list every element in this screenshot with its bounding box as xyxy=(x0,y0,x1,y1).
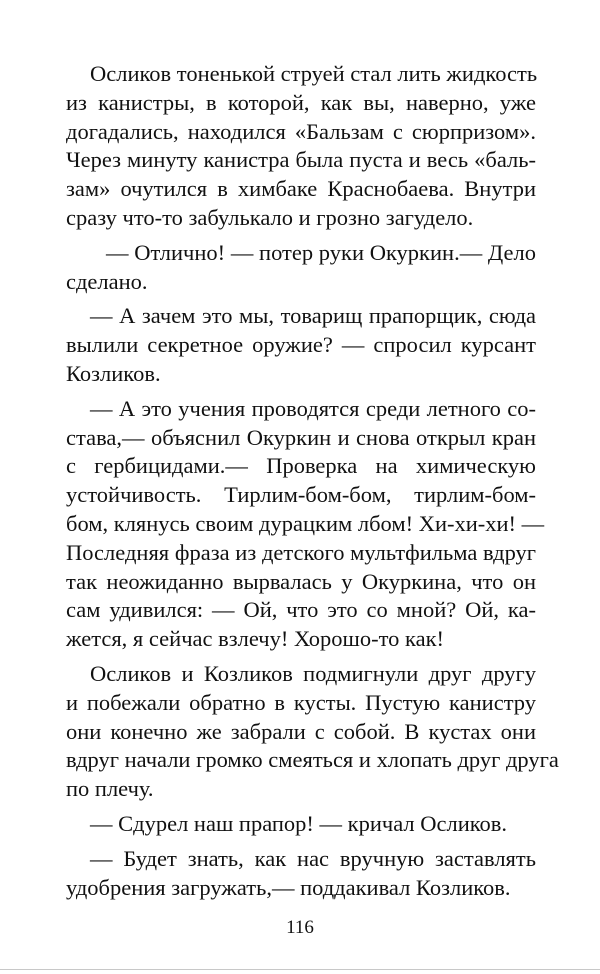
text-line: става,— объяснил Окуркин и снова открыл кран xyxy=(66,424,536,450)
text-line: из канистры, в которой, как вы, наверно, уже xyxy=(66,89,536,115)
text-line: — А зачем это мы, товарищ прапорщик, сюда xyxy=(90,303,536,329)
text-line: Осликов тоненькой струей стал лить жидкость xyxy=(90,61,538,86)
text-line: зам» очутился в химбаке Краснобаева. Внутри xyxy=(66,176,536,202)
text-line: сразу что-то забулькало и грозно загудело. xyxy=(66,204,474,230)
text-line: они конечно же забрали с собой. В кустах они xyxy=(66,718,536,744)
text-line: — Будет знать, как нас вручную заставлять xyxy=(90,845,536,871)
text-line: Осликов и Козликов подмигнули друг другу xyxy=(90,660,536,686)
text-line: бом, клянусь своим дурацким лбом! Хи-хи-хи! — xyxy=(66,510,545,536)
page-bottom-edge xyxy=(0,969,600,970)
text-line: вылили секретное оружие? — спросил курсант xyxy=(66,332,536,358)
text-line: Через минуту канистра была пуста и весь «баль- xyxy=(66,147,536,173)
text-line: Козликов. xyxy=(66,360,161,386)
text-line: вдруг начали громко смеяться и хлопать друг друга xyxy=(66,747,559,773)
text-line: по плечу. xyxy=(66,776,154,802)
text-line: сам удивился: — Ой, что это со мной? Ой, ка- xyxy=(66,597,536,623)
text-line: Последняя фраза из детского мультфильма вдруг xyxy=(66,539,536,565)
text-line: устойчивость. Тирлим-бом-бом, тирлим-бом- xyxy=(66,482,536,508)
text-line: сделано. xyxy=(66,268,148,294)
text-line: жется, я сейчас взлечу! Хорошо-то как! xyxy=(66,626,445,652)
text-line: — Отлично! — потер руки Окуркин.— Дело xyxy=(106,239,536,265)
text-line: догадались, находился «Бальзам с сюрпризом». xyxy=(66,118,536,144)
text-line: удобрения загружать,— поддакивал Козликов. xyxy=(66,874,511,900)
text-line: с гербицидами.— Проверка на химическую xyxy=(66,453,536,479)
body-text xyxy=(66,60,559,902)
text-line: так неожиданно вырвалась у Окуркина, что он xyxy=(66,568,536,594)
text-line: и побежали обратно в кусты. Пустую канистру xyxy=(66,689,536,715)
text-line: — Сдурел наш прапор! — кричал Осликов. xyxy=(90,810,508,836)
page-number: 116 xyxy=(286,917,314,938)
text-line: — А это учения проводятся среди летного со- xyxy=(90,395,536,421)
